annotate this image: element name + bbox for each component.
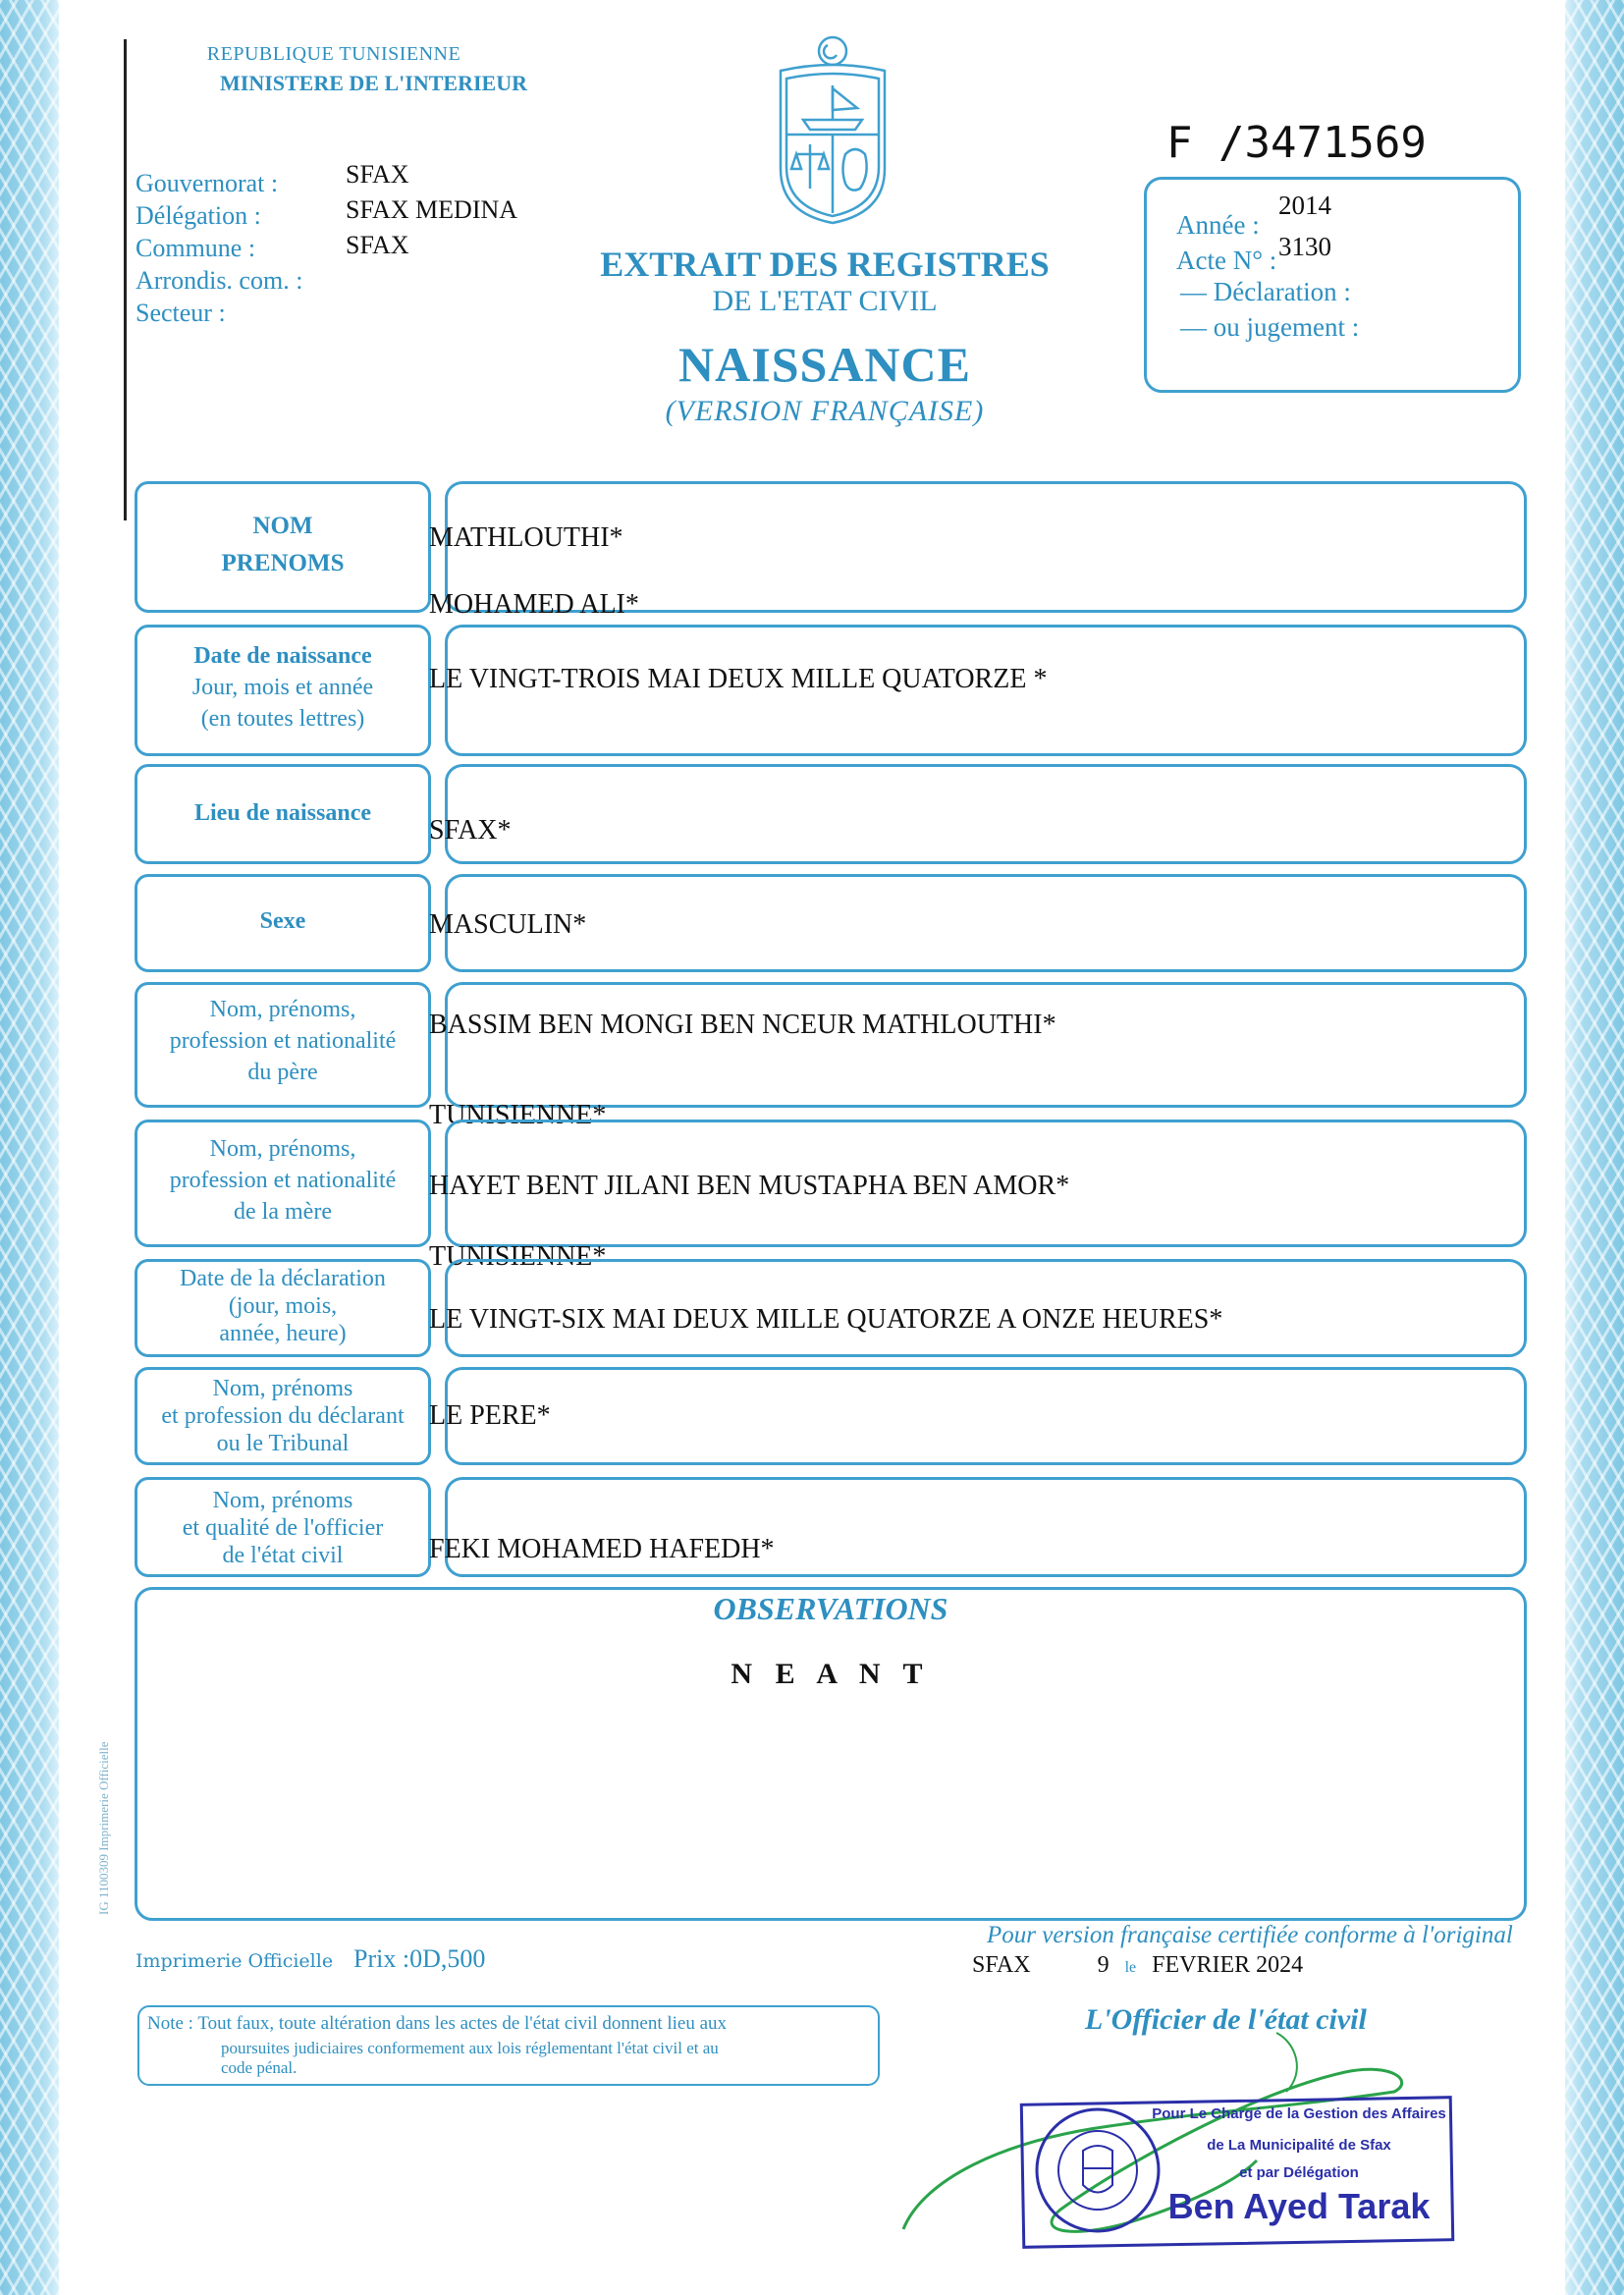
- row-lieu-naissance: [135, 764, 1527, 864]
- commune-label: Commune :: [135, 234, 256, 262]
- declaration-label-1: Date de la déclaration: [180, 1266, 386, 1291]
- row-declarant: [135, 1367, 1527, 1465]
- ministere-label: MINISTERE DE L'INTERIEUR: [220, 71, 527, 95]
- observations-box: [135, 1587, 1527, 1921]
- sexe-label-title: Sexe: [259, 908, 306, 934]
- prenoms-label: PRENOMS: [221, 550, 345, 576]
- observations-value: N E A N T: [731, 1658, 931, 1690]
- row-officier: [135, 1477, 1527, 1577]
- jugement-label: — ou jugement :: [1180, 312, 1360, 342]
- row-nom-prenoms: [135, 481, 1527, 620]
- declaration-label: — Déclaration :: [1180, 277, 1351, 306]
- officier-label-1: Nom, prénoms: [212, 1488, 353, 1513]
- side-print-text: IG 1100309 Imprimerie Officielle: [96, 1741, 111, 1915]
- officier-signature-label: L'Officier de l'état civil: [1085, 2003, 1367, 2036]
- arrondissement-label: Arrondis. com. :: [135, 266, 303, 295]
- declaration-value: LE VINGT-SIX MAI DEUX MILLE QUATORZE A ONZE HEURES*: [429, 1304, 1223, 1335]
- date-naissance-value: LE VINGT-TROIS MAI DEUX MILLE QUATORZE *: [429, 664, 1048, 694]
- secteur-label: Secteur :: [135, 299, 226, 327]
- annee-value: 2014: [1278, 191, 1331, 220]
- gouvernorat-value: SFAX: [346, 160, 409, 189]
- date-naissance-label-title: Date de naissance: [193, 643, 372, 669]
- margin-rule: [124, 39, 127, 520]
- imprimerie-label: Imprimerie Officielle: [135, 1950, 334, 1972]
- gouvernorat-label: Gouvernorat :: [135, 169, 279, 197]
- nom-value: MATHLOUTHI*: [429, 522, 623, 553]
- row-pere: [135, 982, 1527, 1130]
- security-border-right: [1565, 0, 1624, 2295]
- stamp-line-2: de La Municipalité de Sfax: [1207, 2137, 1391, 2154]
- mere-label-1: Nom, prénoms,: [209, 1136, 356, 1162]
- lieu-value: SFAX: [972, 1952, 1031, 1978]
- label-box: [135, 481, 431, 613]
- declarant-label-2: et profession du déclarant: [161, 1403, 405, 1429]
- title-extrait: EXTRAIT DES REGISTRES: [600, 245, 1050, 284]
- date-naissance-label-3: (en toutes lettres): [200, 706, 365, 732]
- tunisia-coat-of-arms: [769, 31, 896, 228]
- mere-label-2: profession et nationalité: [169, 1168, 397, 1193]
- mois-annee-value: FEVRIER 2024: [1152, 1952, 1304, 1978]
- acte-value: 3130: [1278, 232, 1331, 261]
- lieu-naissance-label: [135, 799, 431, 827]
- mere-value: HAYET BENT JILANI BEN MUSTAPHA BEN AMOR*: [429, 1171, 1070, 1201]
- row-date-naissance: [135, 625, 1527, 756]
- value-box: [445, 874, 1527, 972]
- stamp-line-1: Pour Le Chargé de la Gestion des Affaires: [1152, 2105, 1446, 2122]
- note-line-2: poursuites judiciaires conformement aux lois réglementant l'état civil et au: [221, 2039, 719, 2057]
- delegation-value: SFAX MEDINA: [346, 195, 518, 224]
- value-box: [445, 1367, 1527, 1465]
- acte-label: Acte N° :: [1176, 246, 1277, 275]
- mere-nationalite: TUNISIENNE*: [429, 1241, 607, 1272]
- certifiee-label: Pour version française certifiée conforme à l'original: [987, 1922, 1513, 1948]
- note-line-1: Note : Tout faux, toute altération dans les actes de l'état civil donnent lieu aux: [147, 2013, 728, 2034]
- commune-value: SFAX: [346, 231, 409, 259]
- prix-label: Prix :0D,500: [353, 1944, 486, 1973]
- title-version: (VERSION FRANÇAISE): [665, 395, 985, 427]
- row-mere: [135, 1120, 1527, 1272]
- declarant-value: LE PERE*: [429, 1400, 551, 1431]
- delegation-label: Délégation :: [135, 201, 261, 230]
- declarant-label-3: ou le Tribunal: [216, 1431, 350, 1456]
- pere-label-1: Nom, prénoms,: [209, 997, 356, 1022]
- stamp-seal-icon: [1029, 2102, 1166, 2239]
- prenoms-value: MOHAMED ALI*: [429, 589, 639, 620]
- officier-value: FEKI MOHAMED HAFEDH*: [429, 1534, 775, 1564]
- serial-number: [1166, 118, 1427, 168]
- note-line-3: code pénal.: [221, 2058, 298, 2077]
- date-naissance-label-2: Jour, mois et année: [191, 675, 374, 700]
- pere-value: BASSIM BEN MONGI BEN NCEUR MATHLOUTHI*: [429, 1010, 1056, 1040]
- row-sexe: [135, 874, 1527, 972]
- officier-label-2: et qualité de l'officier: [182, 1515, 384, 1541]
- declaration-label-2: (jour, mois,: [228, 1293, 338, 1319]
- mere-label-3: de la mère: [234, 1199, 332, 1225]
- date-naissance-label: [135, 642, 431, 670]
- pere-nationalite: TUNISIENNE*: [429, 1100, 607, 1130]
- nom-label: NOM: [252, 513, 313, 539]
- sexe-value: MASCULIN*: [429, 909, 587, 940]
- location-values: [346, 157, 517, 263]
- date-lieu: [972, 1952, 1303, 1979]
- declaration-label-3: année, heure): [219, 1321, 347, 1346]
- location-block: [135, 167, 302, 329]
- serial-number-text: F /3471569: [1166, 118, 1427, 168]
- republique-label: REPUBLIQUE TUNISIENNE: [206, 43, 461, 65]
- row-date-declaration: [135, 1259, 1527, 1357]
- stamp-line-3: et par Délégation: [1239, 2164, 1359, 2181]
- declarant-label-1: Nom, prénoms: [212, 1376, 353, 1401]
- observations-title: OBSERVATIONS: [713, 1591, 948, 1626]
- pere-label-2: profession et nationalité: [169, 1028, 397, 1054]
- value-box: [445, 982, 1527, 1108]
- officier-label-3: de l'état civil: [222, 1543, 344, 1568]
- security-border-left: [0, 0, 59, 2295]
- title-etat-civil: DE L'ETAT CIVIL: [712, 285, 938, 317]
- title-naissance: NAISSANCE: [678, 337, 971, 392]
- lieu-naissance-label-title: Lieu de naissance: [193, 800, 372, 826]
- le-label: le: [1124, 1959, 1137, 1976]
- jour-value: 9: [1097, 1952, 1110, 1978]
- lieu-naissance-value: SFAX*: [429, 815, 512, 846]
- annee-label: Année :: [1176, 210, 1260, 240]
- stamp-name: Ben Ayed Tarak: [1167, 2186, 1431, 2226]
- sexe-label: [135, 907, 431, 935]
- value-box: [445, 764, 1527, 864]
- pere-label-3: du père: [247, 1060, 318, 1085]
